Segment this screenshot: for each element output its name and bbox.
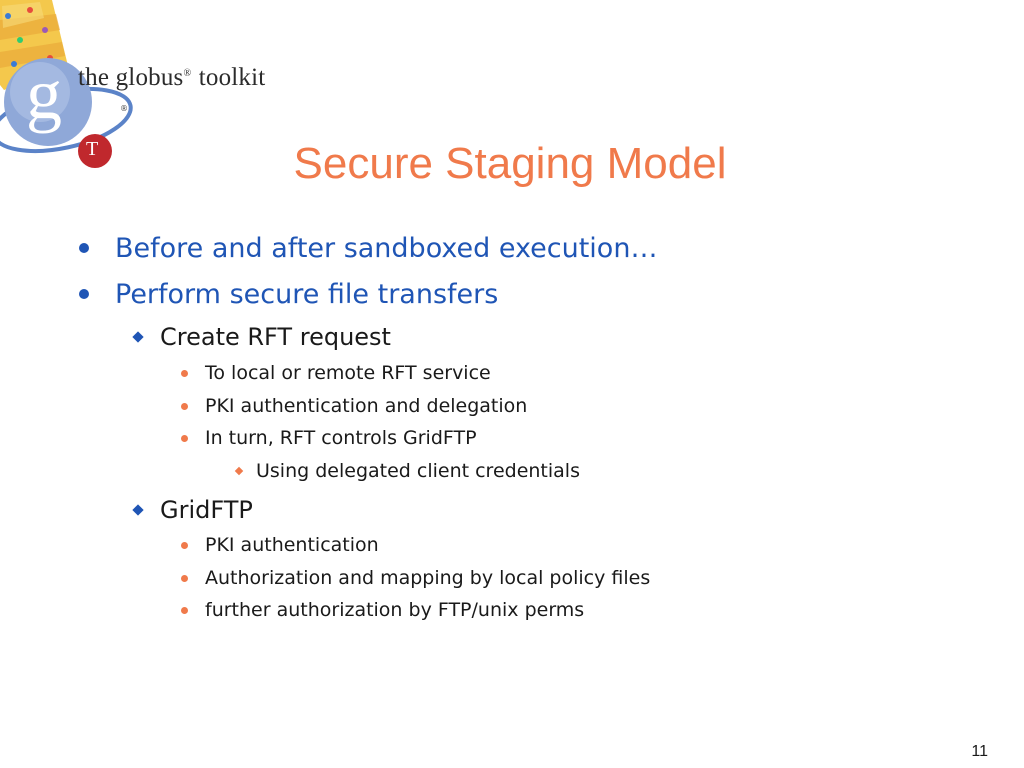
bullet-text: PKI authentication and delegation — [205, 395, 528, 417]
bullet-item — [256, 460, 580, 482]
logo-text-registered: ® — [183, 67, 192, 79]
bullet-item — [205, 599, 584, 621]
logo-badge-letter: T — [86, 138, 99, 160]
bullet-text: To local or remote RFT service — [205, 362, 491, 384]
bullet-dot-icon — [181, 607, 188, 614]
bullet-dot-icon — [79, 289, 89, 299]
bullet-diamond-icon — [235, 467, 243, 475]
bullet-text: Perform secure file transfers — [115, 279, 499, 310]
bullet-dot-icon — [79, 243, 89, 253]
bullet-item — [205, 427, 477, 449]
bullet-text: Before and after sandboxed execution… — [115, 233, 658, 264]
bullet-item — [205, 395, 527, 417]
bullet-text: Create RFT request — [160, 323, 391, 351]
bullet-dot-icon — [181, 542, 188, 549]
bullet-diamond-icon — [132, 331, 143, 342]
bullet-text: further authorization by FTP/unix perms — [205, 599, 585, 621]
logo-text-part1: the globus — [78, 64, 184, 91]
bullet-dot-icon — [181, 403, 188, 410]
bullet-dot-icon — [181, 435, 188, 442]
bullet-item — [205, 567, 650, 589]
bullet-text: In turn, RFT controls GridFTP — [205, 427, 477, 449]
logo-registered-mark: ® — [120, 104, 128, 113]
logo-mark-letter: g — [26, 54, 62, 134]
logo-text-part2: toolkit — [198, 64, 266, 91]
page-number: 11 — [971, 743, 988, 760]
bullet-item — [160, 496, 253, 524]
slide-title: Secure Staging Model — [293, 139, 727, 188]
bullet-text: PKI authentication — [205, 534, 379, 556]
bullet-item — [160, 323, 391, 351]
bullet-dot-icon — [181, 370, 188, 377]
bullet-text: GridFTP — [160, 496, 253, 524]
bullet-diamond-icon — [132, 504, 143, 515]
logo-wordmark — [78, 64, 265, 92]
bullet-item — [115, 233, 657, 264]
bullet-item — [205, 534, 379, 556]
bullet-text: Using delegated client credentials — [256, 460, 580, 482]
bullet-dot-icon — [181, 575, 188, 582]
bullet-item — [115, 279, 498, 310]
bullet-text: Authorization and mapping by local policy files — [205, 567, 651, 589]
bullet-item — [205, 362, 491, 384]
